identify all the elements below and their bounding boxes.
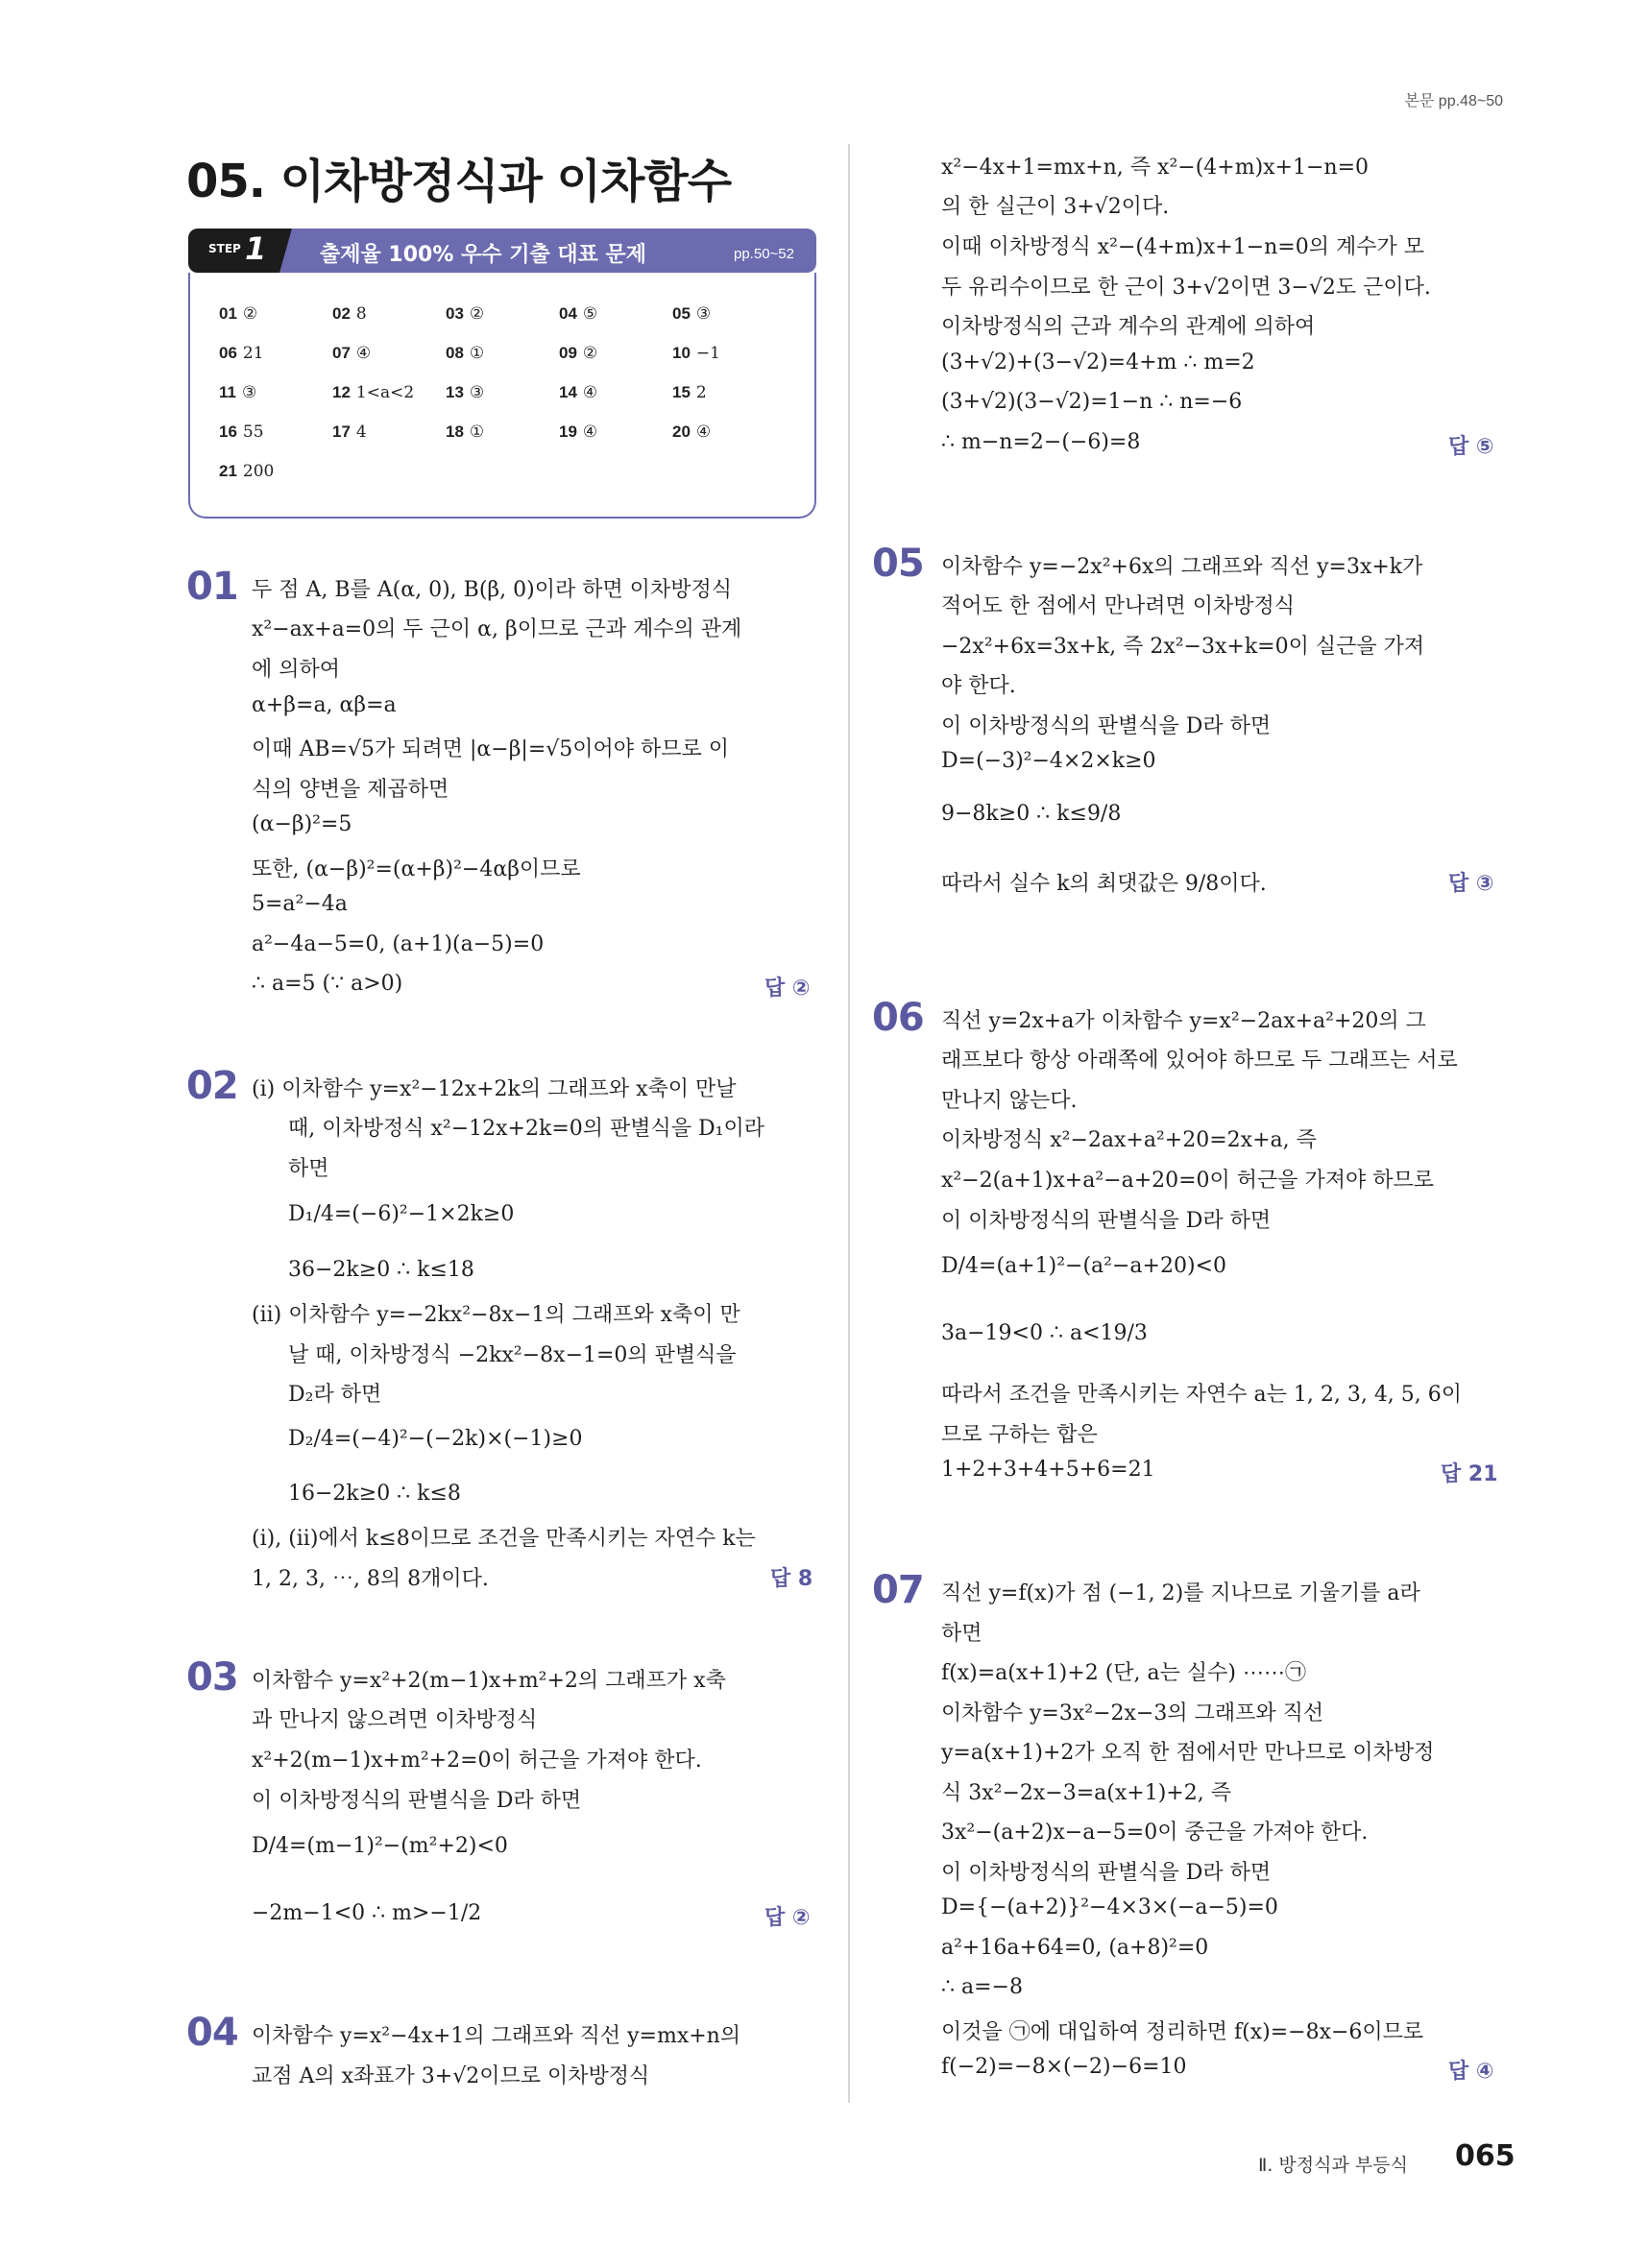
solution-line: 36−2k≥0 ∴ k≤18 xyxy=(288,1258,474,1282)
solution-line: D/4=(a+1)²−(a²−a+20)<0 xyxy=(941,1254,1226,1278)
solution-line: (α−β)²=5 xyxy=(252,812,352,836)
solution-line: a²−4a−5=0, (a+1)(a−5)=0 xyxy=(252,932,545,956)
answer-mark: 답 8 xyxy=(770,1567,813,1591)
column-divider xyxy=(848,144,850,2103)
solution-line: (3+√2)(3−√2)=1−n ∴ n=−6 xyxy=(941,390,1243,414)
answer-key-box xyxy=(188,273,816,519)
solution-line: D={−(a+2)}²−4×3×(−a−5)=0 xyxy=(941,1895,1278,1919)
answer-mark: 답 21 xyxy=(1441,1462,1498,1486)
solution-line: 이차방정식 x²−2ax+a²+20=2x+a, 즉 xyxy=(941,1128,1317,1152)
solution-line: f(x)=a(x+1)+2 (단, a는 실수) ⋯⋯㉠ xyxy=(941,1661,1306,1685)
answer-key-item: 20 ④ xyxy=(672,422,712,442)
solution-line: x²−2(a+1)x+a²−a+20=0이 허근을 가져야 하므로 xyxy=(941,1169,1435,1193)
page-number: 065 xyxy=(1455,2139,1516,2173)
step-number: 1 xyxy=(245,230,267,267)
solution-line: D₂/4=(−4)²−(−2k)×(−1)≥0 xyxy=(288,1427,583,1451)
problem-number: 07 xyxy=(872,1568,924,1612)
solution-line: 날 때, 이차방정식 −2kx²−8x−1=0의 판별식을 xyxy=(288,1343,737,1367)
answer-key-item: 10 −1 xyxy=(672,344,720,363)
solution-line: 따라서 실수 k의 최댓값은 9/8이다. xyxy=(941,872,1267,896)
solution-line: ∴ a=5 (∵ a>0) xyxy=(252,972,403,996)
solution-line: 과 만나지 않으려면 이차방정식 xyxy=(252,1708,538,1732)
step-label: STEP xyxy=(208,242,241,255)
page-reference: 본문 pp.48~50 xyxy=(1404,93,1503,109)
problem-number: 05 xyxy=(872,542,924,586)
answer-mark: 답 ② xyxy=(764,1906,811,1930)
solution-line: 하면 xyxy=(941,1622,982,1646)
solution-line: 이차함수 y=3x²−2x−3의 그래프와 직선 xyxy=(941,1701,1324,1725)
problem-number: 03 xyxy=(186,1655,238,1700)
solution-line: 9−8k≥0 ∴ k≤9/8 xyxy=(941,802,1122,826)
answer-key-item: 05 ③ xyxy=(672,304,712,324)
solution-line: 식의 양변을 제곱하면 xyxy=(252,778,449,802)
solution-line: ∴ m−n=2−(−6)=8 xyxy=(941,430,1141,454)
solution-line: 이것을 ㉠에 대입하여 정리하면 f(x)=−8x−6이므로 xyxy=(941,2020,1424,2044)
solution-line: 1, 2, 3, ⋯, 8의 8개이다. xyxy=(252,1567,489,1591)
solution-line: (i), (ii)에서 k≤8이므로 조건을 만족시키는 자연수 k는 xyxy=(252,1527,756,1551)
solution-line: 이 이차방정식의 판별식을 D라 하면 xyxy=(941,714,1272,738)
answer-key-item: 03 ② xyxy=(446,304,485,324)
solution-line: 이 이차방정식의 판별식을 D라 하면 xyxy=(941,1861,1272,1885)
solution-line: 16−2k≥0 ∴ k≤8 xyxy=(288,1482,461,1506)
solution-line: 직선 y=2x+a가 이차함수 y=x²−2ax+a²+20의 그 xyxy=(941,1009,1426,1033)
solution-line: 두 점 A, B를 A(α, 0), B(β, 0)이라 하면 이차방정식 xyxy=(252,578,732,602)
solution-line: y=a(x+1)+2가 오직 한 점에서만 만나므로 이차방정 xyxy=(941,1741,1435,1765)
solution-line: 3a−19<0 ∴ a<19/3 xyxy=(941,1321,1148,1345)
answer-key-item: 18 ① xyxy=(446,422,485,442)
solution-line: f(−2)=−8×(−2)−6=10 xyxy=(941,2055,1187,2079)
solution-line: D/4=(m−1)²−(m²+2)<0 xyxy=(252,1834,508,1858)
solution-line: 적어도 한 점에서 만나려면 이차방정식 xyxy=(941,594,1296,618)
solution-line: D=(−3)²−4×2×k≥0 xyxy=(941,749,1156,773)
solution-line: 3x²−(a+2)x−a−5=0이 중근을 가져야 한다. xyxy=(941,1821,1369,1845)
solution-line: 야 한다. xyxy=(941,674,1016,698)
solution-line: 이차함수 y=−2x²+6x의 그래프와 직선 y=3x+k가 xyxy=(941,555,1423,579)
solution-line: 의 한 실근이 3+√2이다. xyxy=(941,195,1170,219)
solution-line: x²−4x+1=mx+n, 즉 x²−(4+m)x+1−n=0 xyxy=(941,156,1370,180)
solution-line: 이차함수 y=x²−4x+1의 그래프와 직선 y=mx+n의 xyxy=(252,2024,741,2048)
solution-line: 두 유리수이므로 한 근이 3+√2이면 3−√2도 근이다. xyxy=(941,276,1431,300)
problem-number: 04 xyxy=(186,2011,238,2055)
answer-key-item: 21 200 xyxy=(219,462,275,481)
answer-mark: 답 ④ xyxy=(1448,2060,1494,2084)
chapter-title: 05. 이차방정식과 이차함수 xyxy=(186,155,732,208)
solution-line: 만나지 않는다. xyxy=(941,1089,1078,1113)
solution-line: 하면 xyxy=(288,1157,329,1181)
solution-line: 식 3x²−2x−3=a(x+1)+2, 즉 xyxy=(941,1781,1231,1805)
solution-line: x²+2(m−1)x+m²+2=0이 허근을 가져야 한다. xyxy=(252,1749,702,1773)
solution-line: a²+16a+64=0, (a+8)²=0 xyxy=(941,1936,1209,1960)
solution-line: 이 이차방정식의 판별식을 D라 하면 xyxy=(252,1789,582,1813)
answer-key-item: 09 ② xyxy=(559,344,598,363)
answer-key-item: 02 8 xyxy=(332,304,367,324)
solution-line: ∴ a=−8 xyxy=(941,1975,1023,1999)
answer-mark: 답 ② xyxy=(764,977,811,1001)
solution-line: 때, 이차방정식 x²−12x+2k=0의 판별식을 D₁이라 xyxy=(288,1117,764,1141)
solution-line: 므로 구하는 합은 xyxy=(941,1423,1098,1447)
solution-line: 래프보다 항상 아래쪽에 있어야 하므로 두 그래프는 서로 xyxy=(941,1049,1458,1073)
solution-line: 교점 A의 x좌표가 3+√2이므로 이차방정식 xyxy=(252,2064,650,2088)
answer-key-item: 19 ④ xyxy=(559,422,598,442)
footer-section-title: Ⅱ. 방정식과 부등식 xyxy=(1258,2155,1408,2176)
solution-line: 이때 AB=√5가 되려면 |α−β|=√5이어야 하므로 이 xyxy=(252,737,730,761)
solution-line: −2x²+6x=3x+k, 즉 2x²−3x+k=0이 실근을 가져 xyxy=(941,635,1425,659)
answer-key-item: 01 ② xyxy=(219,304,258,324)
answer-key-item: 11 ③ xyxy=(219,383,257,402)
solution-line: −2m−1<0 ∴ m>−1/2 xyxy=(252,1901,482,1925)
solution-line: D₂라 하면 xyxy=(288,1383,382,1407)
solution-line: 이 이차방정식의 판별식을 D라 하면 xyxy=(941,1209,1272,1233)
solution-line: 이때 이차방정식 x²−(4+m)x+1−n=0의 계수가 모 xyxy=(941,235,1424,259)
problem-number: 01 xyxy=(186,565,238,609)
problem-number: 02 xyxy=(186,1064,238,1108)
solution-line: (i) 이차함수 y=x²−12x+2k의 그래프와 x축이 만날 xyxy=(252,1077,737,1101)
answer-key-item: 12 1<a<2 xyxy=(332,383,415,402)
answer-key-item: 15 2 xyxy=(672,383,707,402)
step-pages: pp.50~52 xyxy=(734,246,794,262)
solution-line: α+β=a, αβ=a xyxy=(252,693,397,717)
answer-key-item: 04 ⑤ xyxy=(559,304,598,324)
step-title: 출제율 100% 우수 기출 대표 문제 xyxy=(320,243,647,267)
solution-line: 1+2+3+4+5+6=21 xyxy=(941,1458,1155,1482)
answer-mark: 답 ③ xyxy=(1448,872,1494,896)
solution-line: (3+√2)+(3−√2)=4+m ∴ m=2 xyxy=(941,350,1255,374)
answer-key-item: 06 21 xyxy=(219,344,264,363)
solution-line: 직선 y=f(x)가 점 (−1, 2)를 지나므로 기울기를 a라 xyxy=(941,1581,1420,1605)
solution-line: 이차방정식의 근과 계수의 관계에 의하여 xyxy=(941,315,1316,339)
answer-key-item: 13 ③ xyxy=(446,383,485,402)
answer-key-item: 14 ④ xyxy=(559,383,598,402)
solution-line: x²−ax+a=0의 두 근이 α, β이므로 근과 계수의 관계 xyxy=(252,617,742,641)
solution-line: 에 의하여 xyxy=(252,658,341,682)
problem-number: 06 xyxy=(872,996,924,1040)
solution-line: 5=a²−4a xyxy=(252,892,348,916)
solution-line: 따라서 조건을 만족시키는 자연수 a는 1, 2, 3, 4, 5, 6이 xyxy=(941,1383,1463,1407)
solution-line: 또한, (α−β)²=(α+β)²−4αβ이므로 xyxy=(252,857,581,881)
solution-line: (ii) 이차함수 y=−2kx²−8x−1의 그래프와 x축이 만 xyxy=(252,1303,740,1327)
answer-key-item: 16 55 xyxy=(219,422,264,442)
solution-line: 이차함수 y=x²+2(m−1)x+m²+2의 그래프가 x축 xyxy=(252,1669,726,1693)
answer-mark: 답 ⑤ xyxy=(1448,435,1494,459)
answer-key-item: 08 ① xyxy=(446,344,485,363)
solution-line: D₁/4=(−6)²−1×2k≥0 xyxy=(288,1202,515,1226)
answer-key-item: 17 4 xyxy=(332,422,367,442)
answer-key-item: 07 ④ xyxy=(332,344,372,363)
